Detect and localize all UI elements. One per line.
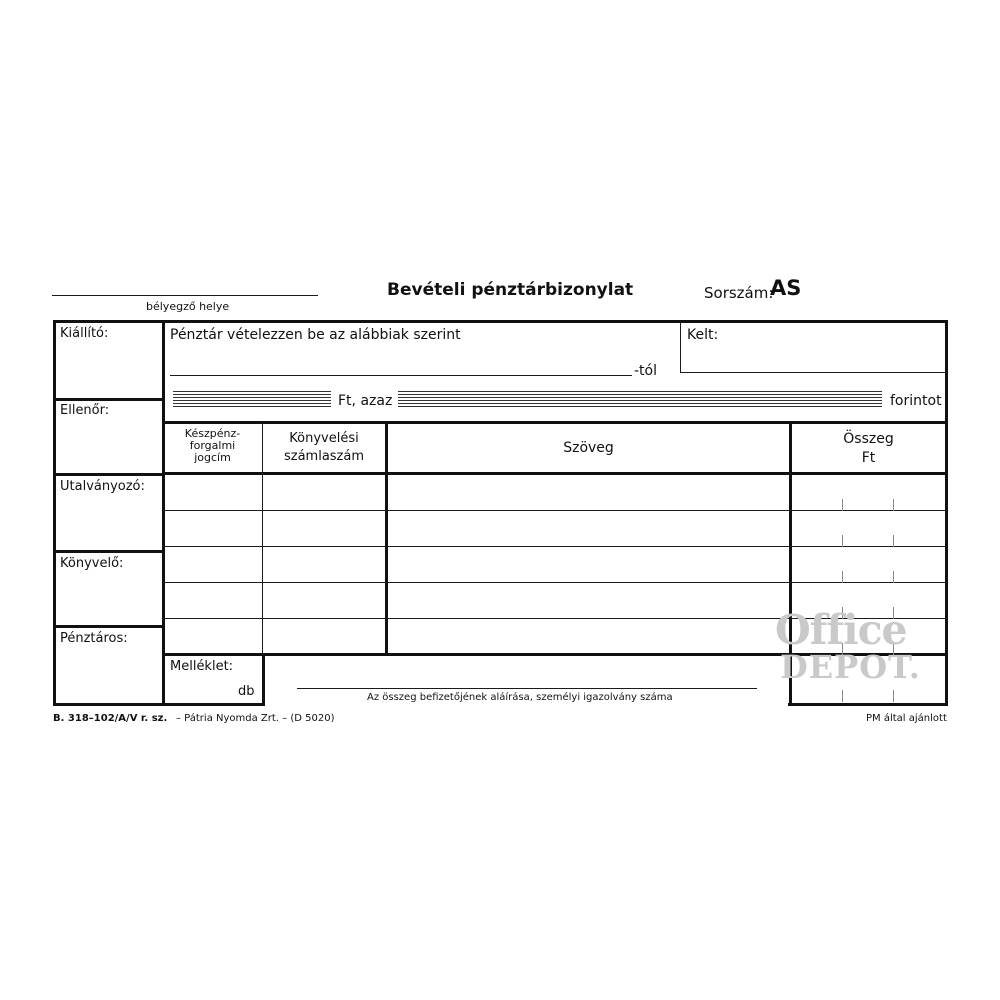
words-suffix: forintot (890, 393, 942, 409)
frame-bottom-left (53, 703, 265, 706)
controller-label: Ellenőr: (60, 403, 110, 418)
cashier-label: Pénztáros: (60, 631, 128, 646)
form-code: B. 318–102/A/V r. sz. (53, 713, 168, 724)
frame-right (945, 320, 948, 706)
stamp-line (52, 295, 318, 296)
authorizer-label: Utalványozó: (60, 479, 145, 494)
date-label: Kelt: (687, 327, 719, 343)
amount-tick (842, 571, 843, 583)
from-suffix: -tól (634, 363, 657, 379)
amount-suffix: Ft, azaz (338, 393, 393, 409)
attachment-label: Melléklet: (170, 659, 234, 674)
table-top (162, 421, 948, 424)
form-title: Bevételi pénztárbizonylat (387, 280, 634, 300)
frame-bottom-right (788, 703, 948, 706)
amount-tick (893, 690, 894, 702)
signature-line[interactable] (297, 688, 757, 689)
issuer-label: Kiállító: (60, 326, 109, 341)
watermark-logo-line1: Office (775, 606, 907, 654)
date-box-bottom (680, 372, 945, 373)
col1-header: Készpénz- forgalmi jogcím (184, 427, 241, 464)
sep-controller (53, 473, 165, 476)
frame-left (53, 320, 56, 706)
amount-tick (842, 535, 843, 547)
attachment-box-right (262, 653, 265, 706)
attachment-unit: db (238, 684, 255, 699)
col-divider-2 (385, 423, 388, 655)
amount-tick (893, 499, 894, 511)
sep-issuer (53, 398, 165, 401)
col4-header: Összeg Ft (843, 431, 894, 466)
from-line[interactable] (170, 375, 632, 376)
watermark-logo-line2: DEPOT. (780, 648, 921, 686)
date-box-left (680, 322, 681, 373)
recommended-note: PM által ajánlott (866, 713, 947, 724)
table-header-bottom (162, 472, 948, 475)
frame-top (53, 320, 948, 323)
amount-tick (842, 499, 843, 511)
col2-header: Könyvelési számlaszám (283, 431, 365, 464)
col3-header: Szöveg (563, 440, 614, 456)
table-row (163, 582, 945, 583)
amount-tick (893, 571, 894, 583)
table-row (163, 510, 945, 511)
amount-fill-lines[interactable] (173, 391, 331, 409)
signature-caption: Az összeg befizetőjének aláírása, személyi igazolvány száma (367, 692, 673, 703)
instruction-text: Pénztár vételezzen be az alábbiak szerint (170, 327, 461, 343)
amount-tick (842, 690, 843, 702)
amount-tick (893, 535, 894, 547)
sep-authorizer (53, 550, 165, 553)
table-row (163, 546, 945, 547)
words-fill-lines[interactable] (398, 391, 882, 409)
printer-info: – Pátria Nyomda Zrt. – (D 5020) (176, 713, 335, 724)
serial-label: Sorszám: (704, 284, 774, 302)
stamp-label: bélyegző helye (146, 300, 230, 313)
accountant-label: Könyvelő: (60, 556, 124, 571)
sep-accountant (53, 625, 165, 628)
left-column-divider (162, 320, 165, 706)
serial-value: AS (770, 276, 802, 300)
